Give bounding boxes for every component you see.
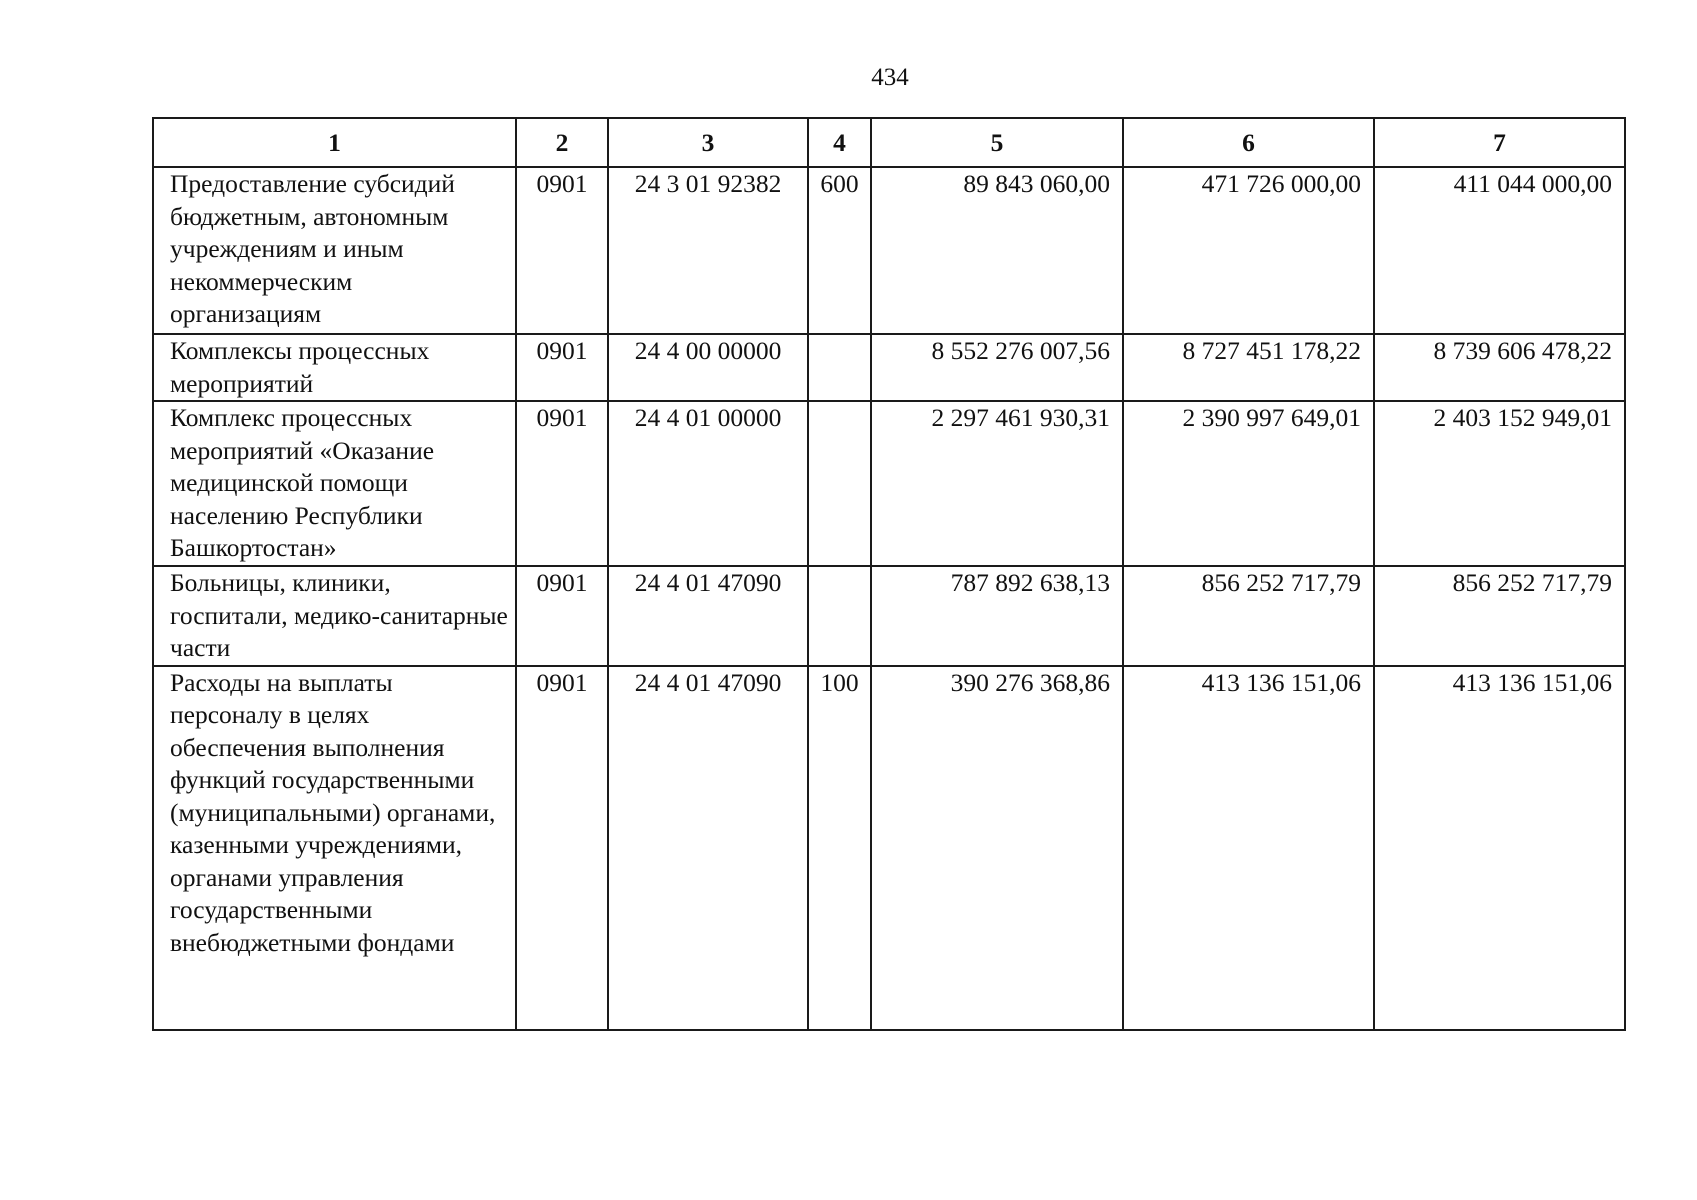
row-name: Расходы на выплаты персоналу в целях обеспечения выполнения функций государственными (муниципальными) органами, казенными учреждениями, органами управления государственными внебюджетными фондами	[153, 666, 516, 1030]
row-amount-3: 2 403 152 949,01	[1374, 401, 1625, 566]
row-section: 0901	[516, 167, 608, 334]
row-target-code: 24 4 00 00000	[608, 334, 808, 401]
row-expense-type	[808, 566, 871, 666]
table-row	[153, 167, 1625, 334]
budget-table	[152, 117, 1626, 1031]
row-section: 0901	[516, 334, 608, 401]
column-header-1: 1	[153, 118, 516, 167]
header-row	[153, 118, 1625, 167]
row-amount-2: 471 726 000,00	[1123, 167, 1374, 334]
row-section: 0901	[516, 566, 608, 666]
row-amount-3: 411 044 000,00	[1374, 167, 1625, 334]
row-amount-2: 8 727 451 178,22	[1123, 334, 1374, 401]
row-name: Комплексы процессных мероприятий	[153, 334, 516, 401]
row-name: Комплекс процессных мероприятий «Оказание медицинской помощи населению Республики Башкортостан»	[153, 401, 516, 566]
row-amount-1: 787 892 638,13	[871, 566, 1123, 666]
page-number: 434	[871, 64, 909, 91]
row-expense-type: 600	[808, 167, 871, 334]
column-header-2: 2	[516, 118, 608, 167]
row-section: 0901	[516, 666, 608, 1030]
row-amount-2: 413 136 151,06	[1123, 666, 1374, 1030]
row-amount-3: 856 252 717,79	[1374, 566, 1625, 666]
row-name: Больницы, клиники, госпитали, медико-санитарные части	[153, 566, 516, 666]
row-expense-type: 100	[808, 666, 871, 1030]
row-target-code: 24 4 01 00000	[608, 401, 808, 566]
column-header-4: 4	[808, 118, 871, 167]
row-target-code: 24 4 01 47090	[608, 566, 808, 666]
row-amount-2: 2 390 997 649,01	[1123, 401, 1374, 566]
table-row	[153, 666, 1625, 1030]
table-row	[153, 401, 1625, 566]
column-header-5: 5	[871, 118, 1123, 167]
row-name: Предоставление субсидий бюджетным, автономным учреждениям и иным некоммерческим организациям	[153, 167, 516, 334]
table-row	[153, 334, 1625, 401]
row-target-code: 24 4 01 47090	[608, 666, 808, 1030]
row-expense-type	[808, 334, 871, 401]
row-amount-3: 413 136 151,06	[1374, 666, 1625, 1030]
row-amount-1: 390 276 368,86	[871, 666, 1123, 1030]
row-expense-type	[808, 401, 871, 566]
row-amount-2: 856 252 717,79	[1123, 566, 1374, 666]
row-target-code: 24 3 01 92382	[608, 167, 808, 334]
table-row	[153, 566, 1625, 666]
row-amount-3: 8 739 606 478,22	[1374, 334, 1625, 401]
row-amount-1: 8 552 276 007,56	[871, 334, 1123, 401]
column-header-3: 3	[608, 118, 808, 167]
column-header-7: 7	[1374, 118, 1625, 167]
column-header-6: 6	[1123, 118, 1374, 167]
row-amount-1: 2 297 461 930,31	[871, 401, 1123, 566]
row-amount-1: 89 843 060,00	[871, 167, 1123, 334]
row-section: 0901	[516, 401, 608, 566]
